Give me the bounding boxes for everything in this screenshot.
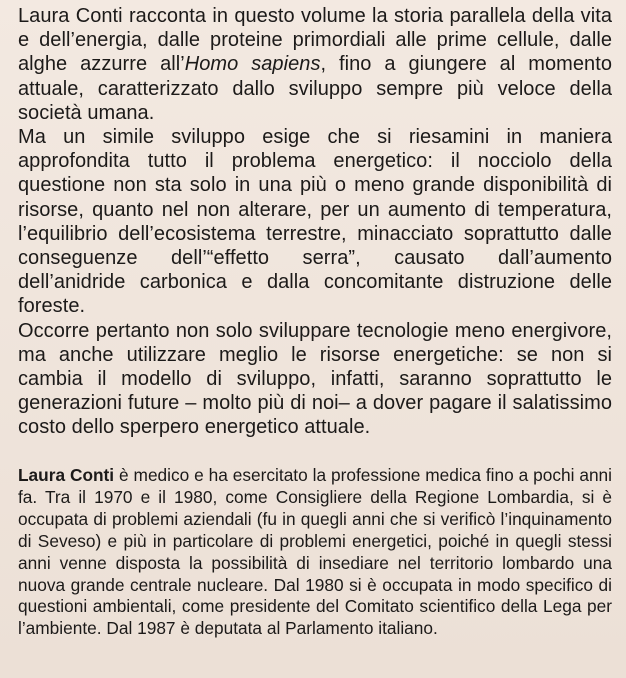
author-biography <box>18 465 612 640</box>
blurb-paragraph-1-start: Laura Conti racconta in questo volume la storia parallela della vita e dell’energia, dalle proteine primordiali alle prime cellule, dalle alghe azzurre all’ <box>18 5 612 76</box>
blurb-paragraph-3: Occorre pertanto non solo sviluppare tecnologie meno energivore, ma anche utilizzare meglio le risorse energetiche: se non si cambia il modello di sviluppo, infatti, saranno soprattutto le generazioni future – molto più di noi– a dover pagare il salatissimo costo dello sperpero energetico attuale. <box>18 319 612 439</box>
blurb-homo-sapiens: Homo sapiens <box>184 53 321 76</box>
author-bio-text: è medico e ha esercitato la professione medica fino a pochi anni fa. Tra il 1970 e il 1980, come Consigliere della Regione Lombardia, si è occupata di problemi aziendali (fu in quegli anni che si verificò l’inquinamento di Seveso) e più in particolare di problemi energetici, poiché in quegli stessi anni venne disposta la possibilità di insediare nel territorio lombardo una nuova grande centrale nucleare. Dal 1980 si è occupata in modo specifico di questioni ambientali, come presidente del Comitato scientifico della Lega per l’ambiente. Dal 1987 è deputata al Parlamento italiano. <box>18 465 613 639</box>
blurb-paragraph-2: Ma un simile sviluppo esige che si riesamini in maniera approfondita tutto il problema energetico: il nocciolo della questione non sta solo in una più o meno grande disponibilità di risorse, quanto nel non alterare, per un aumento di temperatura, l’equilibrio dell’ecosistema terrestre, minacciato soprattutto dalle conseguenze dell’“effetto serra”, causato dall’aumento dell’anidride carbonica e dalla concomitante distruzione delle foreste. <box>18 126 612 318</box>
blurb-paragraph-1 <box>18 4 612 125</box>
author-bio-paragraph <box>18 465 612 640</box>
author-name: Laura Conti <box>18 465 115 485</box>
blurb-paragraph-1-end: , fino a giungere al momento attuale, caratterizzato dallo sviluppo sempre più veloce della società umana. <box>18 53 612 124</box>
book-blurb <box>18 4 612 440</box>
book-back-cover <box>18 4 613 639</box>
